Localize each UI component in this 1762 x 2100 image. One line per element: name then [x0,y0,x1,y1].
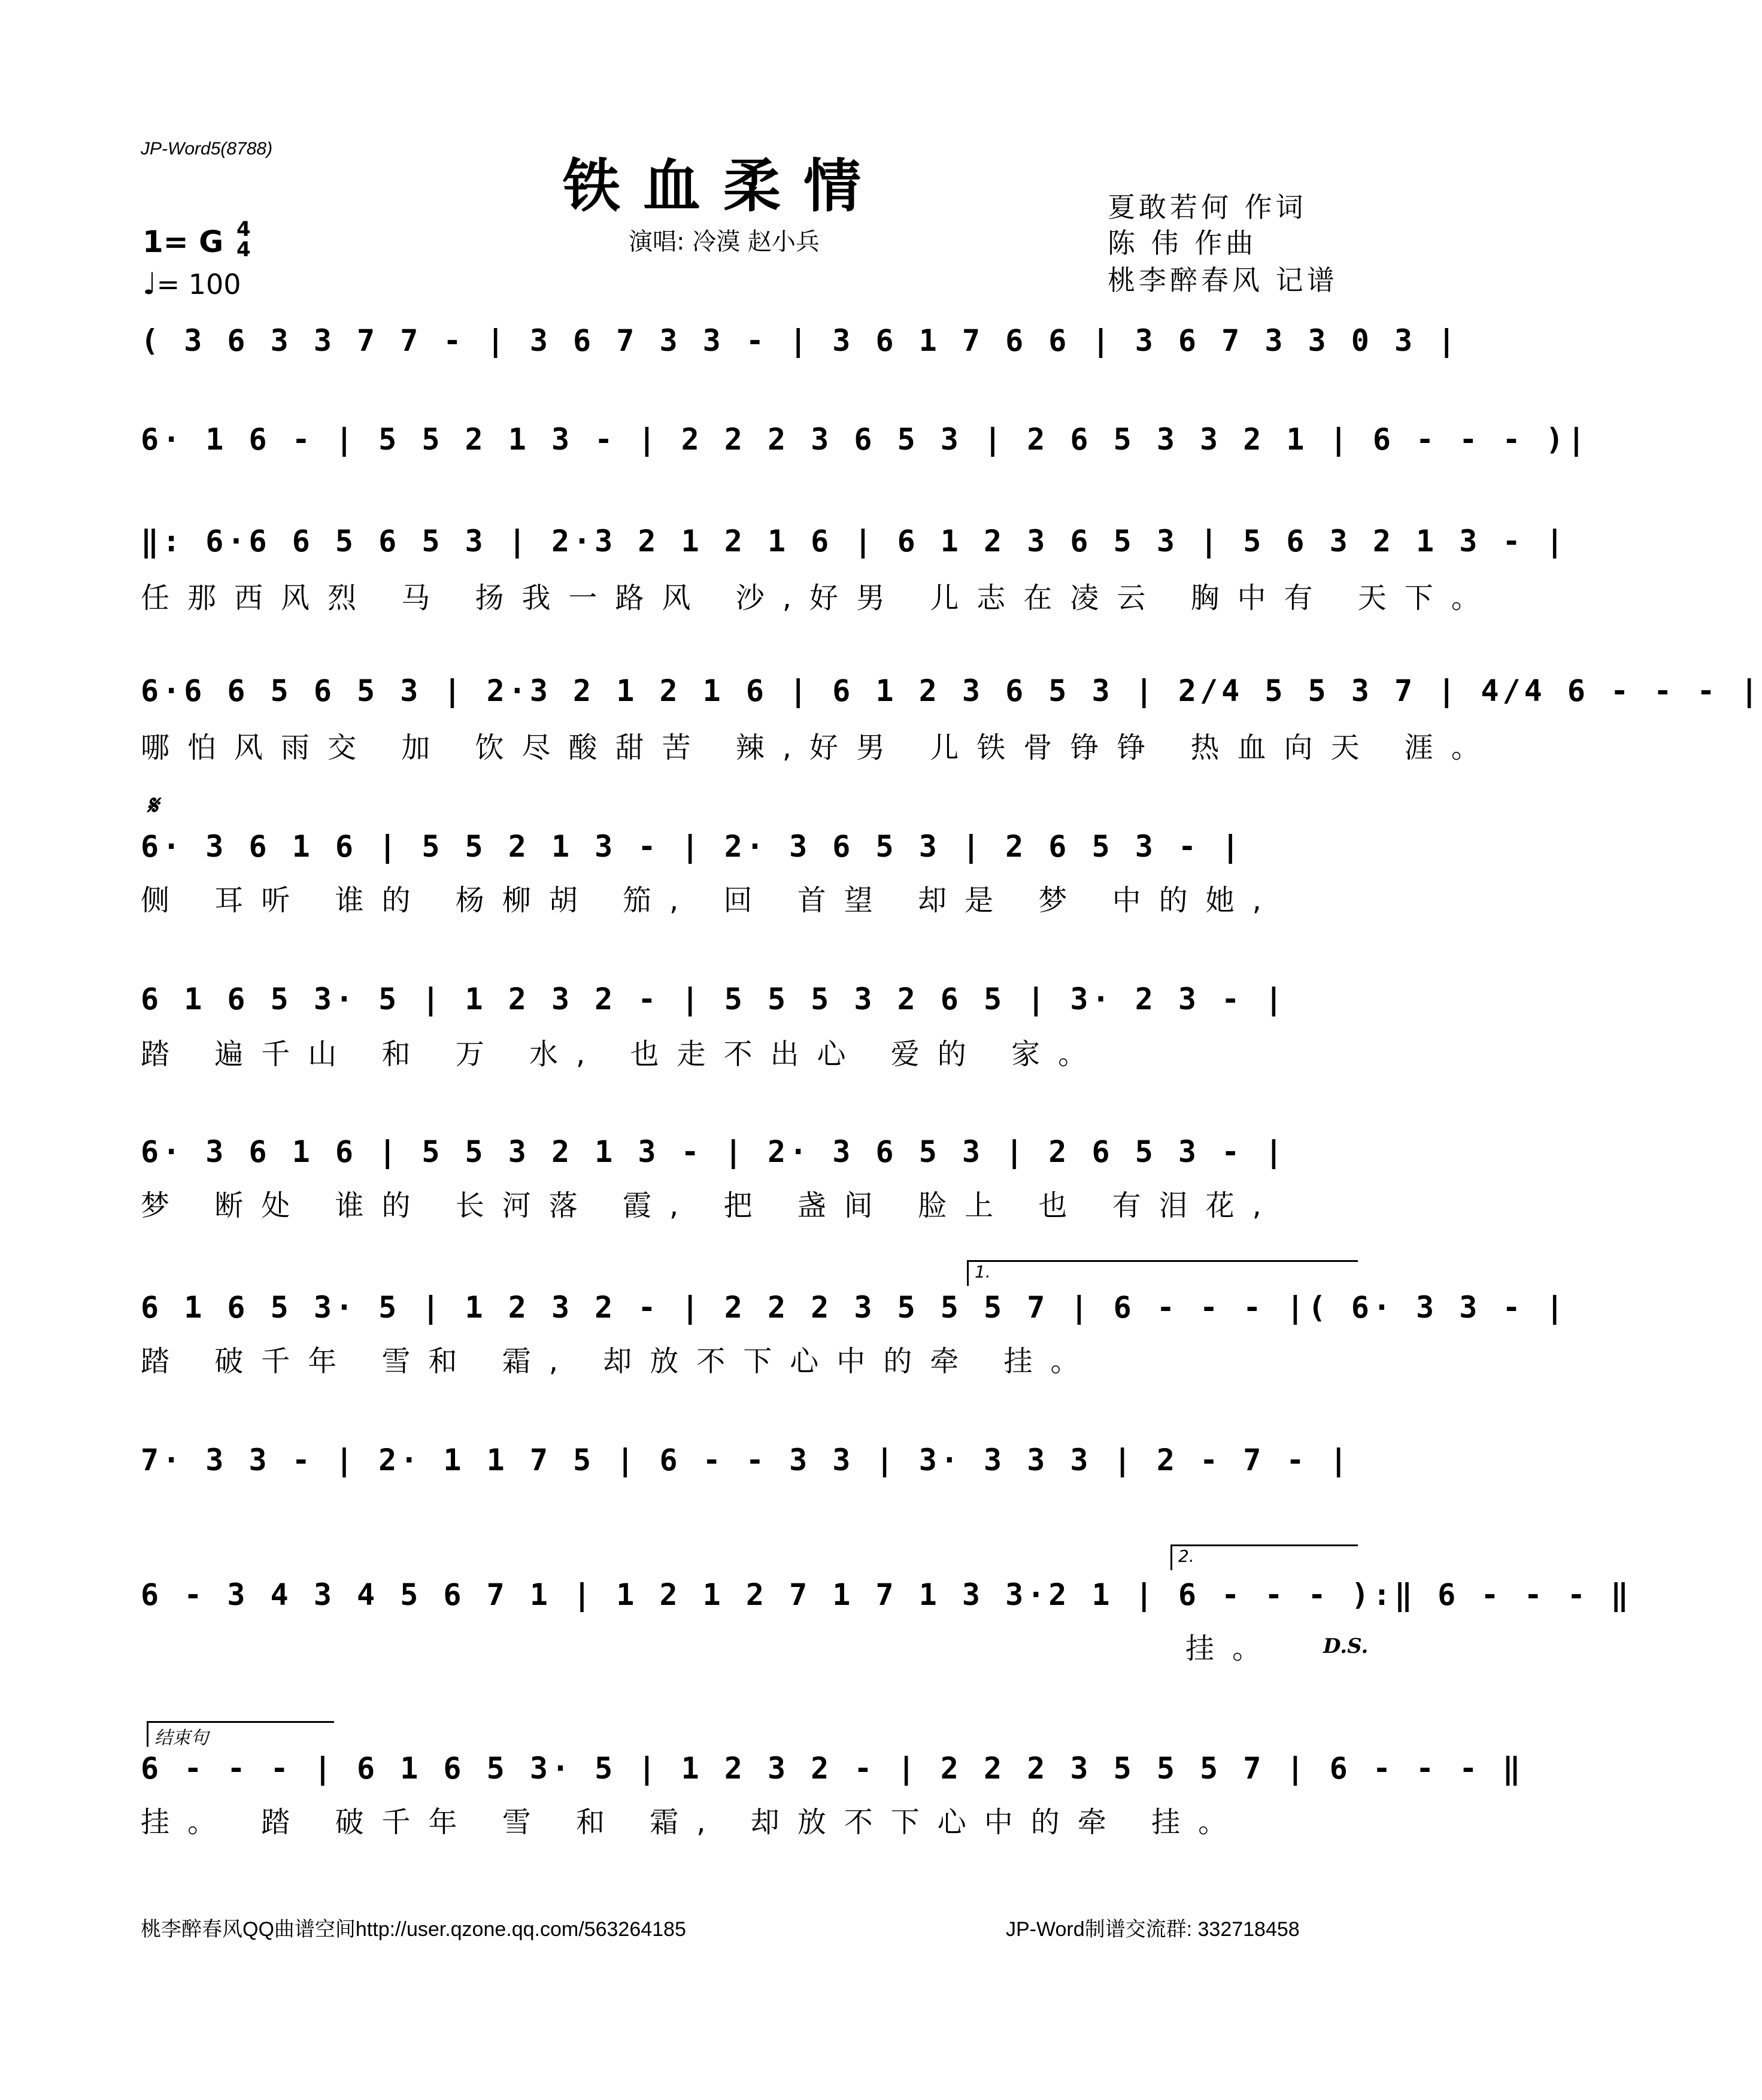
time-top: 4 [236,217,251,241]
staff-line-1: ( 3 6 3 3 7 7 - | 3 6 7 3 3 - | 3 6 1 7 6 6 | 3 6 7 3 3 0 3 | [141,323,1460,358]
lyric-line-10: 挂。 [1185,1632,1279,1665]
song-title: 铁血柔情 [563,152,884,220]
staff-line-6: 6 1 6 5 3· 5 | 1 2 3 2 - | 5 5 5 3 2 6 5 | 3· 2 3 - | [141,982,1287,1016]
lyric-line-3: 任那西风烈 马 扬我一路风 沙,好男 儿志在凌云 胸中有 天下。 [141,581,1498,615]
lyric-line-6: 踏 遍千山 和 万 水, 也走不出心 爱的 家。 [141,1037,1105,1071]
staff-line-7: 6· 3 6 1 6 | 5 5 3 2 1 3 - | 2· 3 6 5 3 | 2 6 5 3 - | [141,1134,1287,1169]
dal-segno-mark: D.S. [1323,1634,1369,1658]
staff-line-10: 6 - 3 4 3 4 5 6 7 1 | 1 2 1 2 7 1 7 1 3 3·2 1 | 6 - - - ):‖ 6 - - - ‖ [141,1577,1633,1612]
second-ending-bracket: 2. [1170,1544,1358,1570]
lyric-line-8: 踏 破千年 雪和 霜, 却放不下心中的牵 挂。 [141,1345,1097,1378]
lyric-line-5: 侧 耳听 谁的 杨柳胡 笳, 回 首望 却是 梦 中的她, [141,884,1279,917]
segno-icon: 𝄋 [147,790,158,821]
footer-right: JP-Word制谱交流群: 332718458 [1006,1918,1300,1941]
singer-credit: 演唱: 冷漠 赵小兵 [629,228,820,256]
time-bottom: 4 [236,238,251,262]
lyricist-credit: 夏敢若何 作词 [1108,191,1307,223]
time-signature [236,219,251,260]
transcriber-credit: 桃李醉春风 记谱 [1108,264,1338,296]
coda-label: 结束句 [147,1721,334,1747]
composer-credit: 陈 伟 作曲 [1108,227,1257,259]
staff-line-8: 6 1 6 5 3· 5 | 1 2 3 2 - | 2 2 2 3 5 5 5 7 | 6 - - - |( 6· 3 3 - | [141,1290,1567,1325]
staff-line-9: 7· 3 3 - | 2· 1 1 7 5 | 6 - - 3 3 | 3· 3 3 3 | 2 - 7 - | [141,1443,1351,1477]
staff-line-3: ‖: 6·6 6 5 6 5 3 | 2·3 2 1 2 1 6 | 6 1 2 3 6 5 3 | 5 6 3 2 1 3 - | [141,524,1567,559]
software-label: JP-Word5(8788) [141,139,273,159]
staff-line-4: 6·6 6 5 6 5 3 | 2·3 2 1 2 1 6 | 6 1 2 3 6 5 3 | 2/4 5 5 3 7 | 4/4 6 - - - | [141,673,1762,708]
staff-line-5: 6· 3 6 1 6 | 5 5 2 1 3 - | 2· 3 6 5 3 | 2 6 5 3 - | [141,829,1244,864]
tempo-value: = 100 [156,268,241,301]
footer-left: 桃李醉春风QQ曲谱空间http://user.qzone.qq.com/563264185 [141,1918,686,1941]
staff-line-2: 6· 1 6 - | 5 5 2 1 3 - | 2 2 2 3 6 5 3 | 2 6 5 3 3 2 1 | 6 - - - )| [141,422,1589,457]
first-ending-bracket: 1. [967,1260,1358,1286]
quarter-note-icon: ♩ [142,266,157,301]
lyric-line-7: 梦 断处 谁的 长河落 霞, 把 盏间 脸上 也 有泪花, [141,1189,1279,1222]
lyric-line-4: 哪怕风雨交 加 饮尽酸甜苦 辣,好男 儿铁骨铮铮 热血向天 涯。 [141,731,1498,764]
staff-line-11: 6 - - - | 6 1 6 5 3· 5 | 1 2 3 2 - | 2 2 2 3 5 5 5 7 | 6 - - - ‖ [141,1751,1524,1786]
key-signature: 1= G [142,224,224,259]
lyric-line-11: 挂。 踏 破千年 雪 和 霜, 却放不下心中的牵 挂。 [141,1805,1245,1839]
tempo-marking [142,266,241,301]
